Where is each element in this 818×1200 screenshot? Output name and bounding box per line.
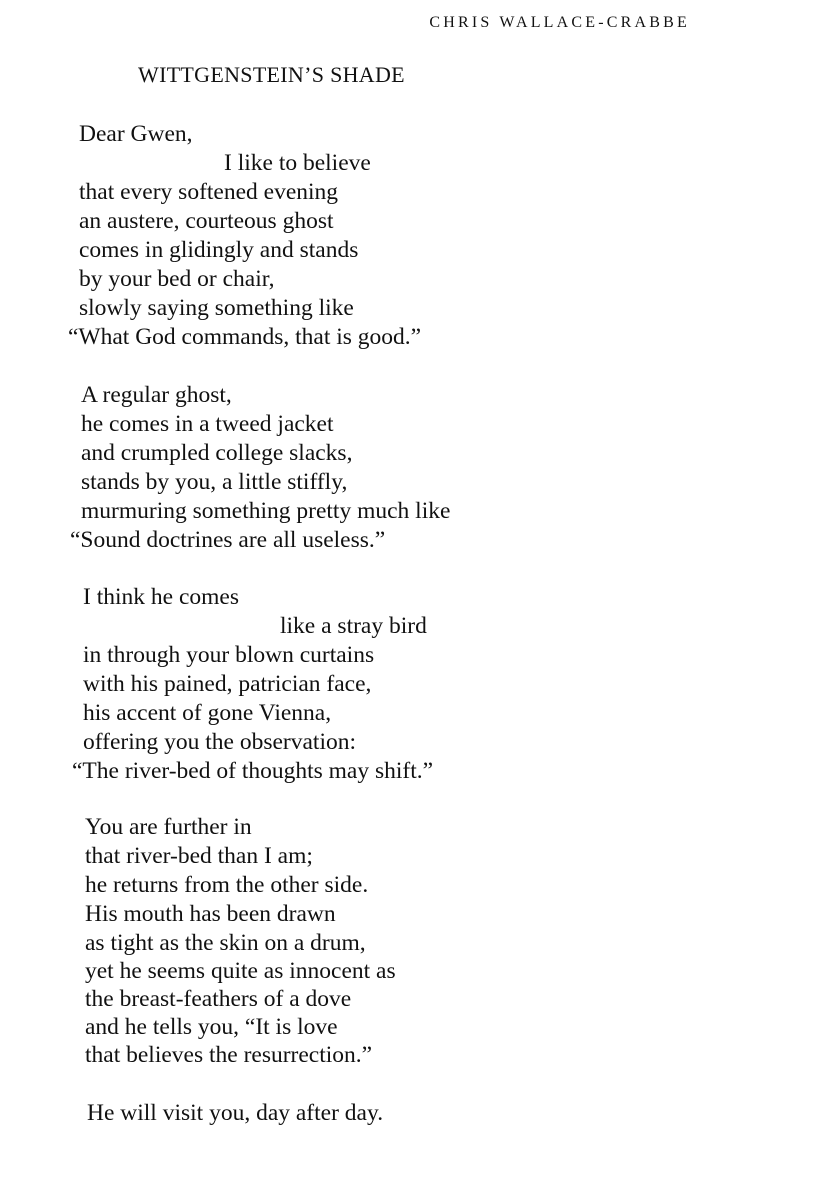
- poem-line: offering you the observation:: [83, 729, 357, 755]
- poem-line: that river-bed than I am;: [85, 843, 313, 869]
- poem-line: “The river-bed of thoughts may shift.”: [72, 758, 434, 784]
- poem-line: He will visit you, day after day.: [87, 1100, 384, 1126]
- poem-line: slowly saying something like: [79, 295, 354, 321]
- poem-line: A regular ghost,: [81, 382, 232, 408]
- poem-line: his accent of gone Vienna,: [83, 700, 332, 726]
- poem-line: “Sound doctrines are all useless.”: [70, 527, 386, 553]
- poem-line: I think he comes: [83, 584, 239, 610]
- poem-line: as tight as the skin on a drum,: [85, 930, 366, 956]
- poem-line: You are further in: [85, 814, 252, 840]
- poem-title: WITTGENSTEIN’S SHADE: [138, 62, 405, 87]
- poem-line: an austere, courteous ghost: [79, 208, 334, 234]
- poem-line: and he tells you, “It is love: [85, 1014, 338, 1040]
- poem-line: comes in glidingly and stands: [79, 237, 359, 263]
- poem-line: the breast-feathers of a dove: [85, 986, 352, 1012]
- poem-line: Dear Gwen,: [79, 121, 193, 147]
- poem-line: with his pained, patrician face,: [83, 671, 372, 697]
- poem-line: “What God commands, that is good.”: [68, 324, 422, 350]
- poem-line: by your bed or chair,: [79, 266, 275, 292]
- poem-line: that every softened evening: [79, 179, 339, 205]
- poem-line: he comes in a tweed jacket: [81, 411, 334, 437]
- running-header-author: CHRIS WALLACE-CRABBE: [429, 14, 690, 31]
- poem-line: I like to believe: [224, 150, 371, 176]
- poem-line: in through your blown curtains: [83, 642, 375, 668]
- poem-line: like a stray bird: [280, 613, 427, 639]
- poem-line: murmuring something pretty much like: [81, 498, 451, 524]
- poem-line: that believes the resurrection.”: [85, 1042, 373, 1068]
- poem-line: and crumpled college slacks,: [81, 440, 353, 466]
- poem-line: stands by you, a little stiffly,: [81, 469, 348, 495]
- poem-line: yet he seems quite as innocent as: [85, 958, 396, 984]
- poem-line: His mouth has been drawn: [85, 901, 336, 927]
- poem-line: he returns from the other side.: [85, 872, 369, 898]
